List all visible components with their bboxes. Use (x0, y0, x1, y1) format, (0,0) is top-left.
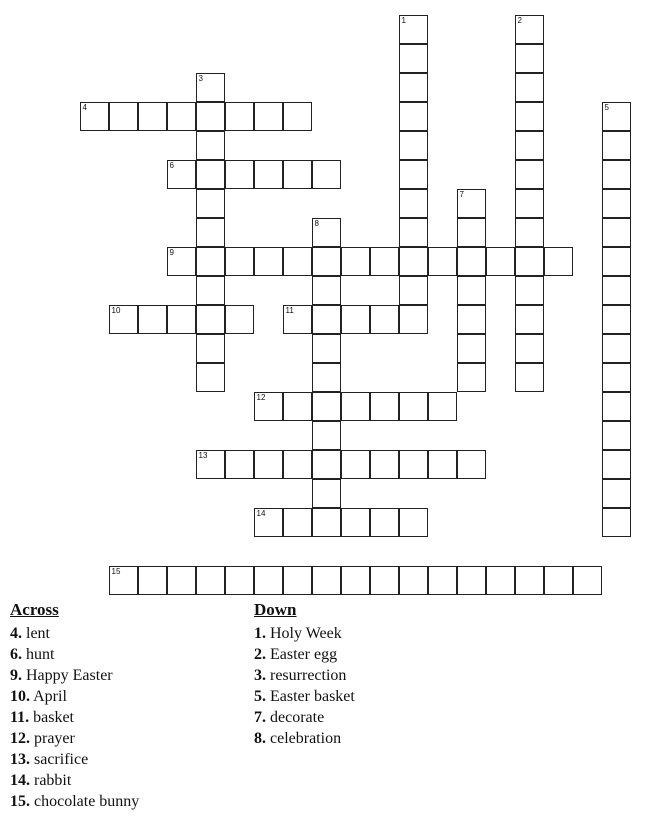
grid-cell[interactable] (312, 479, 341, 508)
across-clue-15 (10, 791, 139, 812)
grid-cell[interactable] (283, 160, 312, 189)
grid-cell[interactable] (457, 334, 486, 363)
grid-cell[interactable] (515, 363, 544, 392)
clue-text: sacrifice (30, 751, 89, 768)
grid-cell[interactable] (167, 566, 196, 595)
cell-number: 3 (198, 74, 203, 83)
grid-cell[interactable] (225, 102, 254, 131)
grid-cell[interactable] (428, 247, 457, 276)
clue-number: 10. (10, 688, 30, 705)
grid-cell[interactable] (283, 450, 312, 479)
grid-cell[interactable] (341, 566, 370, 595)
clue-text: decorate (266, 709, 325, 726)
grid-cell[interactable] (254, 160, 283, 189)
grid-cell[interactable] (515, 247, 544, 276)
grid-cell[interactable] (399, 450, 428, 479)
grid-cell[interactable] (399, 566, 428, 595)
across-clue-14 (10, 770, 139, 791)
clue-number: 9. (10, 667, 22, 684)
across-clue-6 (10, 644, 139, 665)
clue-text: Holy Week (266, 625, 342, 642)
grid-cell[interactable] (457, 450, 486, 479)
grid-cell[interactable] (428, 566, 457, 595)
grid-cell[interactable] (109, 102, 138, 131)
grid-cell[interactable] (515, 566, 544, 595)
clue-number: 6. (10, 646, 22, 663)
grid-cell[interactable] (167, 102, 196, 131)
clue-number: 2. (254, 646, 266, 663)
down-heading: Down (254, 600, 297, 619)
grid-cell[interactable] (254, 450, 283, 479)
grid-cell[interactable] (312, 566, 341, 595)
grid-cell[interactable] (225, 305, 254, 334)
grid-cell[interactable] (254, 102, 283, 131)
clue-text: Happy Easter (22, 667, 113, 684)
grid-cell[interactable] (312, 276, 341, 305)
grid-cell[interactable] (196, 160, 225, 189)
grid-cell[interactable] (602, 508, 631, 537)
down-clue-1 (254, 623, 355, 644)
across-clue-4 (10, 623, 139, 644)
grid-cell[interactable] (196, 363, 225, 392)
grid-cell[interactable] (602, 102, 631, 131)
grid-cell[interactable] (515, 15, 544, 44)
grid-cell[interactable] (399, 276, 428, 305)
grid-cell[interactable] (399, 189, 428, 218)
grid-cell[interactable] (225, 566, 254, 595)
grid-cell[interactable] (457, 305, 486, 334)
grid-cell[interactable] (602, 247, 631, 276)
grid-cell[interactable] (457, 566, 486, 595)
down-clue-list (254, 623, 355, 749)
grid-cell[interactable] (167, 247, 196, 276)
clue-number: 3. (254, 667, 266, 684)
grid-cell[interactable] (399, 508, 428, 537)
grid-cell[interactable] (515, 189, 544, 218)
grid-cell[interactable] (399, 160, 428, 189)
clue-number: 4. (10, 625, 22, 642)
grid-cell[interactable] (225, 160, 254, 189)
grid-cell[interactable] (109, 566, 138, 595)
down-clue-5 (254, 686, 355, 707)
cell-number: 6 (169, 161, 174, 170)
grid-cell[interactable] (341, 450, 370, 479)
down-clue-7 (254, 707, 355, 728)
grid-cell[interactable] (196, 189, 225, 218)
grid-cell[interactable] (341, 392, 370, 421)
grid-cell[interactable] (515, 131, 544, 160)
grid-cell[interactable] (341, 508, 370, 537)
clue-text: chocolate bunny (30, 793, 140, 810)
grid-cell[interactable] (370, 305, 399, 334)
grid-cell[interactable] (399, 247, 428, 276)
clue-text: April (30, 688, 67, 705)
grid-cell[interactable] (196, 276, 225, 305)
clue-number: 5. (254, 688, 266, 705)
grid-cell[interactable] (341, 305, 370, 334)
clue-number: 12. (10, 730, 30, 747)
grid-cell[interactable] (196, 102, 225, 131)
grid-cell[interactable] (370, 508, 399, 537)
grid-cell[interactable] (602, 276, 631, 305)
grid-cell[interactable] (312, 334, 341, 363)
cell-number: 8 (314, 219, 319, 228)
grid-cell[interactable] (602, 218, 631, 247)
grid-cell[interactable] (341, 247, 370, 276)
grid-cell[interactable] (196, 218, 225, 247)
grid-cell[interactable] (515, 102, 544, 131)
grid-cell[interactable] (138, 305, 167, 334)
grid-cell[interactable] (515, 218, 544, 247)
grid-cell[interactable] (602, 131, 631, 160)
clue-text: hunt (22, 646, 55, 663)
grid-cell[interactable] (109, 305, 138, 334)
grid-cell[interactable] (196, 131, 225, 160)
grid-cell[interactable] (254, 392, 283, 421)
grid-cell[interactable] (457, 247, 486, 276)
grid-cell[interactable] (312, 218, 341, 247)
grid-cell[interactable] (370, 247, 399, 276)
cell-number: 5 (604, 103, 609, 112)
grid-cell[interactable] (399, 102, 428, 131)
grid-cell[interactable] (515, 73, 544, 102)
grid-cell[interactable] (370, 566, 399, 595)
grid-cell[interactable] (399, 73, 428, 102)
grid-cell[interactable] (428, 450, 457, 479)
grid-cell[interactable] (602, 189, 631, 218)
grid-cell[interactable] (225, 247, 254, 276)
grid-cell[interactable] (399, 15, 428, 44)
grid-cell[interactable] (602, 334, 631, 363)
grid-cell[interactable] (138, 566, 167, 595)
across-clue-9 (10, 665, 139, 686)
cell-number: 4 (82, 103, 87, 112)
grid-cell[interactable] (370, 392, 399, 421)
grid-cell[interactable] (283, 508, 312, 537)
cell-number: 9 (169, 248, 174, 257)
grid-cell[interactable] (515, 276, 544, 305)
grid-cell[interactable] (457, 363, 486, 392)
across-clues (10, 600, 139, 812)
grid-cell[interactable] (399, 44, 428, 73)
across-clue-13 (10, 749, 139, 770)
cell-number: 2 (517, 16, 522, 25)
grid-cell[interactable] (80, 102, 109, 131)
down-clue-2 (254, 644, 355, 665)
grid-cell[interactable] (312, 508, 341, 537)
grid-cell[interactable] (515, 160, 544, 189)
grid-cell[interactable] (457, 276, 486, 305)
grid-cell[interactable] (167, 305, 196, 334)
grid-cell[interactable] (196, 305, 225, 334)
clue-number: 1. (254, 625, 266, 642)
grid-cell[interactable] (312, 363, 341, 392)
grid-cell[interactable] (196, 247, 225, 276)
grid-cell[interactable] (428, 392, 457, 421)
cell-number: 14 (256, 509, 266, 518)
grid-cell[interactable] (138, 102, 167, 131)
down-clue-8 (254, 728, 355, 749)
cell-number: 7 (459, 190, 464, 199)
grid-cell[interactable] (515, 305, 544, 334)
grid-cell[interactable] (602, 421, 631, 450)
grid-cell[interactable] (312, 305, 341, 334)
grid-cell[interactable] (196, 450, 225, 479)
clue-number: 14. (10, 772, 30, 789)
grid-cell[interactable] (254, 247, 283, 276)
grid-cell[interactable] (283, 392, 312, 421)
clue-number: 7. (254, 709, 266, 726)
grid-cell[interactable] (283, 102, 312, 131)
across-clue-11 (10, 707, 139, 728)
grid-cell[interactable] (544, 247, 573, 276)
grid-cell[interactable] (399, 218, 428, 247)
clue-text: Easter basket (266, 688, 355, 705)
grid-cell[interactable] (283, 566, 312, 595)
grid-cell[interactable] (312, 421, 341, 450)
grid-cell[interactable] (515, 334, 544, 363)
grid-cell[interactable] (399, 305, 428, 334)
clue-number: 8. (254, 730, 266, 747)
clue-number: 13. (10, 751, 30, 768)
across-clue-12 (10, 728, 139, 749)
grid-cell[interactable] (515, 44, 544, 73)
clue-text: Easter egg (266, 646, 338, 663)
clue-text: celebration (266, 730, 342, 747)
grid-cell[interactable] (225, 450, 254, 479)
cell-number: 12 (256, 393, 266, 402)
grid-cell[interactable] (254, 508, 283, 537)
down-clues (254, 600, 355, 749)
across-heading: Across (10, 600, 59, 619)
clue-number: 15. (10, 793, 30, 810)
grid-cell[interactable] (486, 566, 515, 595)
clue-text: lent (22, 625, 50, 642)
grid-cell[interactable] (573, 566, 602, 595)
grid-cell[interactable] (283, 305, 312, 334)
grid-cell[interactable] (312, 247, 341, 276)
across-clue-list (10, 623, 139, 812)
grid-cell[interactable] (312, 160, 341, 189)
down-clue-3 (254, 665, 355, 686)
cell-number: 10 (111, 306, 121, 315)
grid-cell[interactable] (399, 392, 428, 421)
across-clue-10 (10, 686, 139, 707)
grid-cell[interactable] (602, 160, 631, 189)
clue-text: prayer (30, 730, 75, 747)
grid-cell[interactable] (312, 392, 341, 421)
grid-cell[interactable] (602, 450, 631, 479)
grid-cell[interactable] (399, 131, 428, 160)
grid-cell[interactable] (196, 334, 225, 363)
grid-cell[interactable] (486, 247, 515, 276)
cell-number: 1 (401, 16, 406, 25)
clue-text: resurrection (266, 667, 347, 684)
grid-cell[interactable] (544, 566, 573, 595)
grid-cell[interactable] (602, 305, 631, 334)
grid-cell[interactable] (254, 566, 283, 595)
grid-cell[interactable] (370, 450, 399, 479)
grid-cell[interactable] (167, 160, 196, 189)
grid-cell[interactable] (312, 450, 341, 479)
cell-number: 15 (111, 567, 121, 576)
grid-cell[interactable] (457, 218, 486, 247)
grid-cell[interactable] (457, 189, 486, 218)
cell-number: 13 (198, 451, 208, 460)
grid-cell[interactable] (602, 392, 631, 421)
cell-number: 11 (285, 306, 294, 315)
clue-text: basket (29, 709, 74, 726)
clue-number: 11. (10, 709, 30, 726)
grid-cell[interactable] (283, 247, 312, 276)
grid-cell[interactable] (602, 479, 631, 508)
grid-cell[interactable] (196, 566, 225, 595)
grid-cell[interactable] (602, 363, 631, 392)
grid-cell[interactable] (196, 73, 225, 102)
clue-text: rabbit (30, 772, 72, 789)
